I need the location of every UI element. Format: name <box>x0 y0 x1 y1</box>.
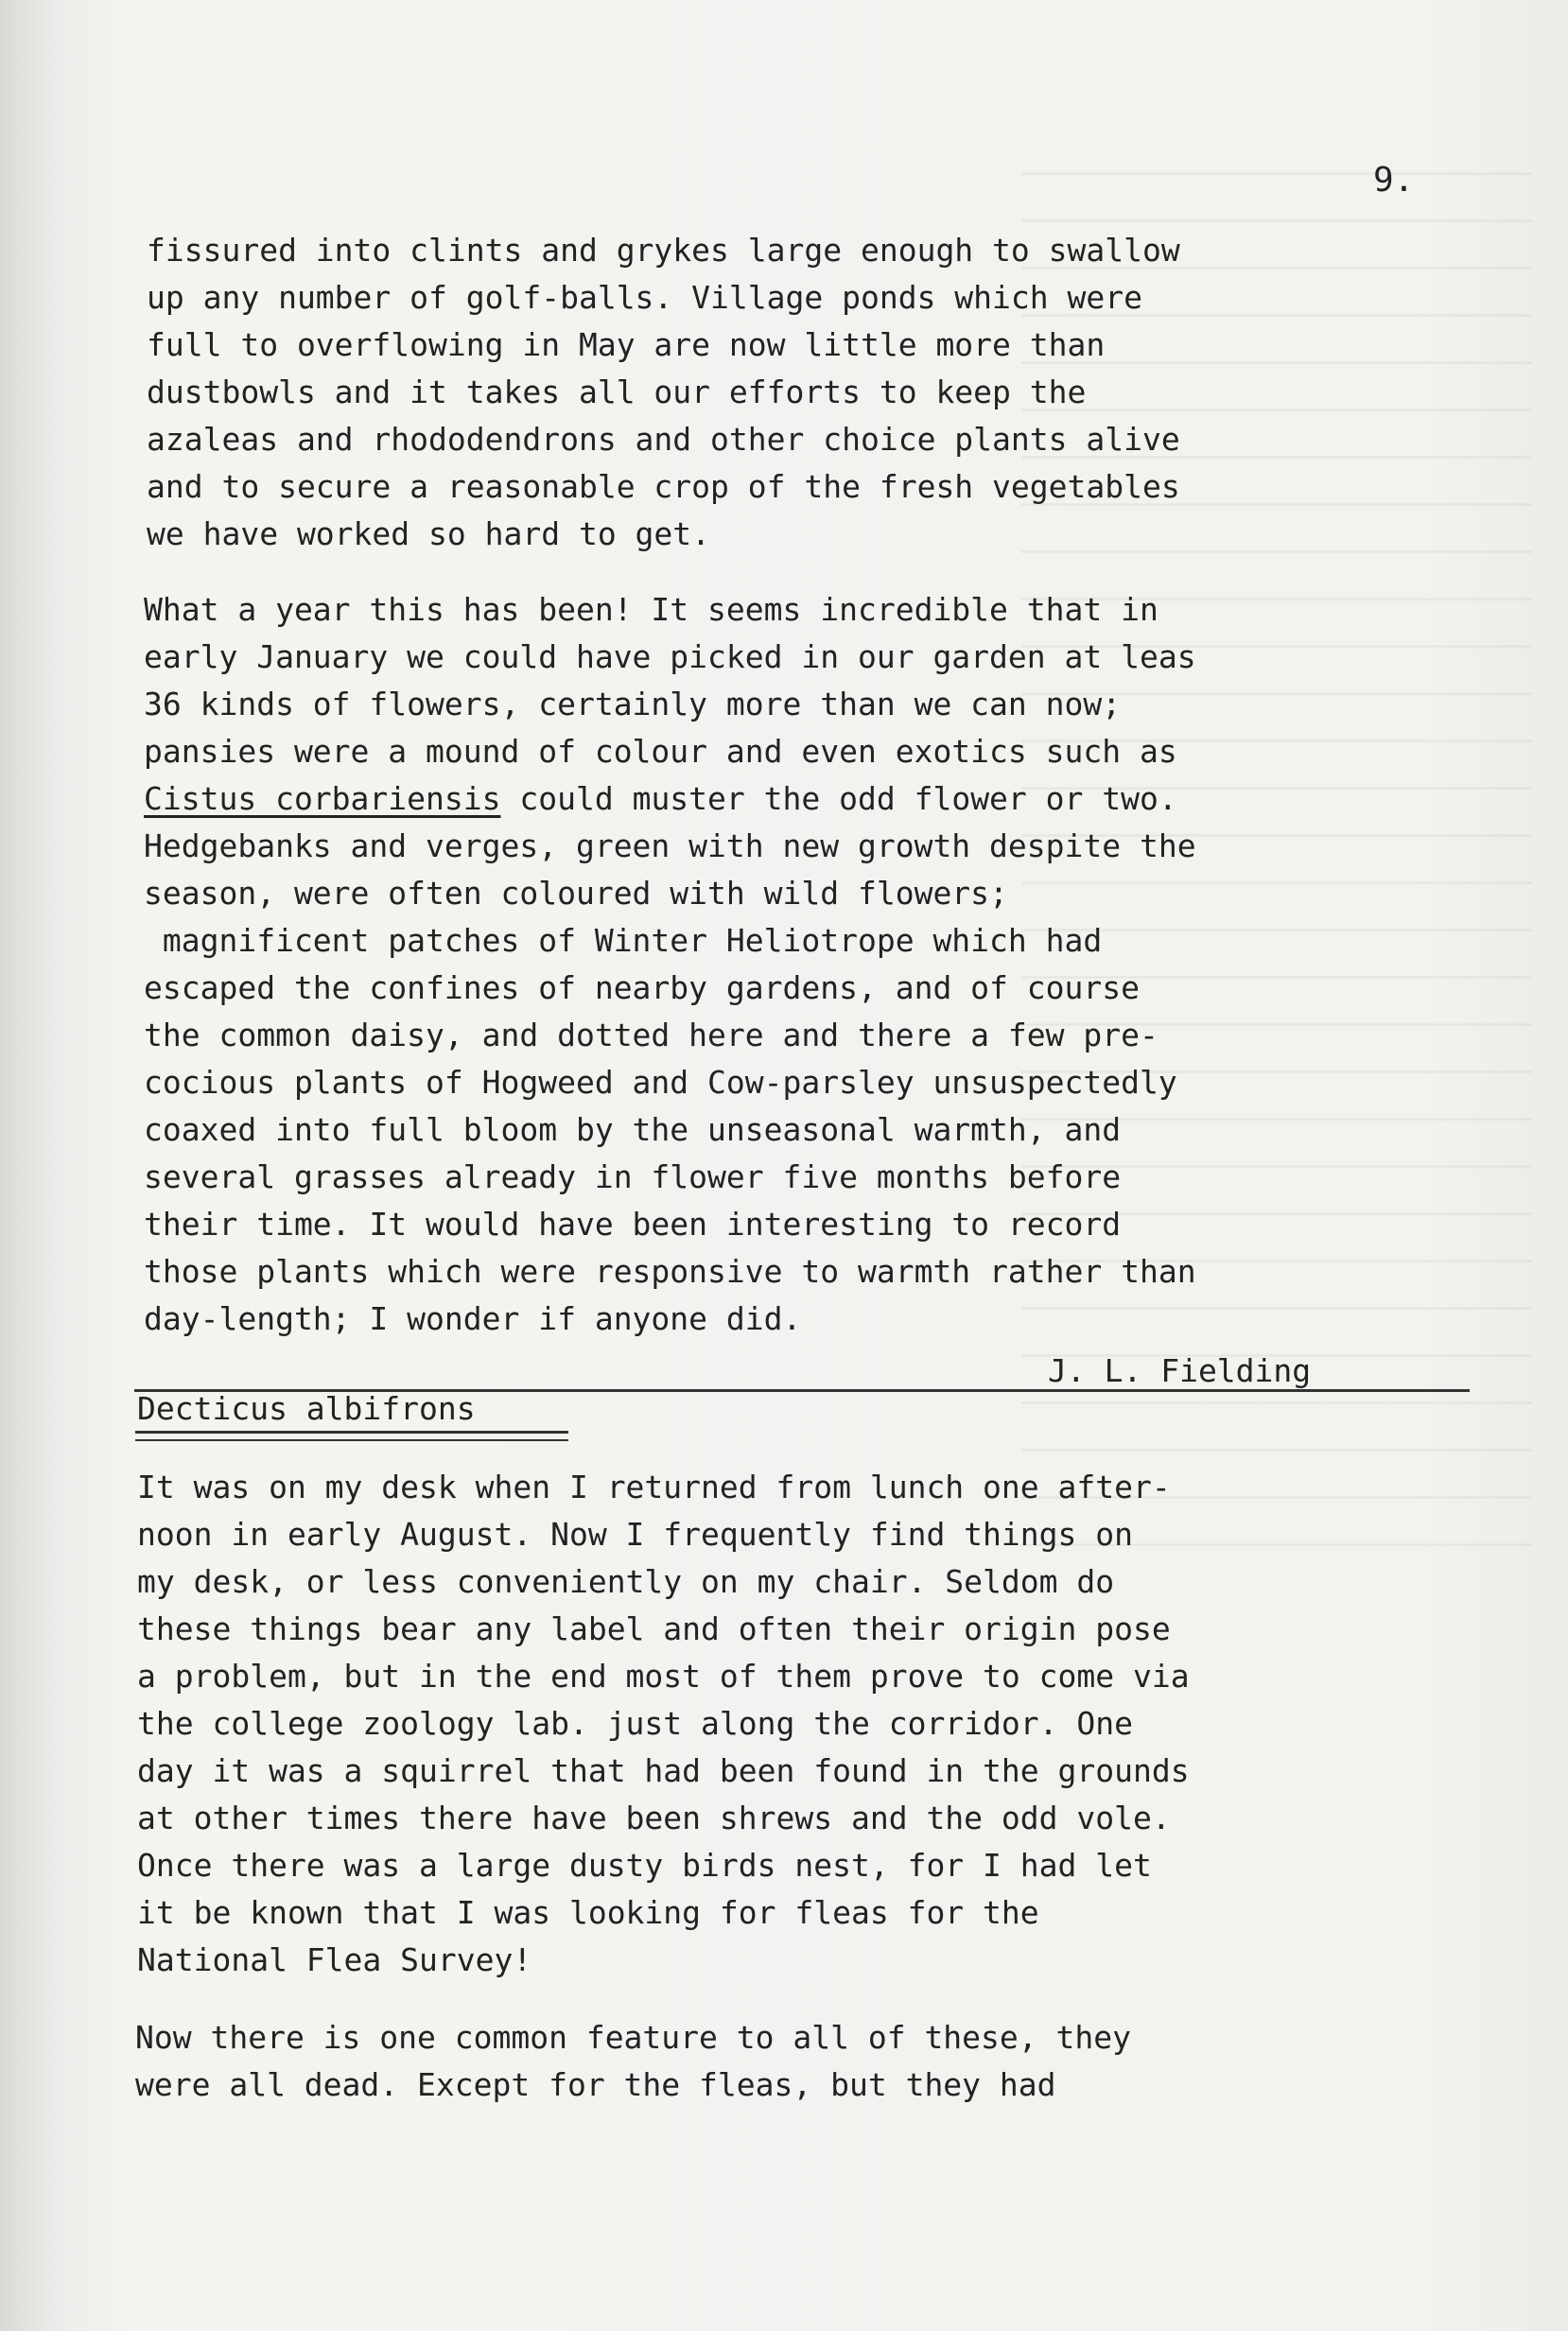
paragraph-line: Now there is one common feature to all of these, they <box>135 2019 1131 2056</box>
paragraph-line: It was on my desk when I returned from lunch one after- <box>137 1469 1171 1505</box>
paragraph-line: Once there was a large dusty birds nest, for I had let <box>137 1847 1152 1884</box>
paragraph-line <box>144 775 1177 823</box>
paragraph-line: were all dead. Except for the fleas, but they had <box>135 2066 1056 2103</box>
paragraph-line: What a year this has been! It seems incredible that in <box>144 591 1159 628</box>
author-name: J. L. Fielding <box>1048 1352 1312 1389</box>
paragraph-line: my desk, or less conveniently on my chair. Seldom do <box>137 1563 1115 1600</box>
paragraph-line: we have worked so hard to get. <box>147 515 711 552</box>
paragraph-line: and to secure a reasonable crop of the fresh vegetables <box>147 468 1180 505</box>
paragraph-line: up any number of golf-balls. Village ponds which were <box>147 279 1142 316</box>
paragraph-line: those plants which were responsive to warmth rather than <box>144 1253 1196 1290</box>
line-continuation: could muster the odd flower or two. <box>500 780 1177 817</box>
section-title: Decticus albifrons <box>137 1390 476 1427</box>
paragraph-line: fissured into clints and grykes large enough to swallow <box>147 232 1180 269</box>
title-double-underline <box>135 1439 568 1441</box>
paragraph-line: noon in early August. Now I frequently find things on <box>137 1516 1133 1553</box>
paragraph-line: escaped the confines of nearby gardens, and of course <box>144 969 1140 1006</box>
paragraph-line: a problem, but in the end most of them prove to come via <box>137 1658 1190 1695</box>
paragraph-line: cocious plants of Hogweed and Cow-parsley unsuspectedly <box>144 1064 1177 1101</box>
paragraph-line: it be known that I was looking for fleas for the <box>137 1894 1039 1931</box>
species-name: Cistus corbariensis <box>144 780 501 817</box>
paragraph-line: their time. It would have been interesting to record <box>144 1206 1122 1243</box>
paragraph-line: the college zoology lab. just along the corridor. One <box>137 1705 1133 1742</box>
page-number: 9. <box>1373 161 1415 200</box>
paragraph-line: several grasses already in flower five months before <box>144 1158 1122 1195</box>
paragraph-line: season, were often coloured with wild flowers; <box>144 875 1008 912</box>
paragraph-line: azaleas and rhododendrons and other choice plants alive <box>147 421 1180 458</box>
paragraph-line: the common daisy, and dotted here and there a few pre- <box>144 1017 1159 1053</box>
paragraph-line: full to overflowing in May are now little more than <box>147 326 1106 363</box>
paragraph-line: these things bear any label and often their origin pose <box>137 1610 1171 1647</box>
paragraph-line: day it was a squirrel that had been found in the grounds <box>137 1752 1190 1789</box>
paragraph-line: dustbowls and it takes all our efforts to keep the <box>147 374 1087 410</box>
paragraph-line: National Flea Survey! <box>137 1941 532 1978</box>
paragraph-line: at other times there have been shrews and the odd vole. <box>137 1800 1171 1836</box>
paragraph-line: early January we could have picked in our garden at leas <box>144 638 1196 675</box>
paragraph-line: magnificent patches of Winter Heliotrope which had <box>144 922 1103 959</box>
paragraph-line: Hedgebanks and verges, green with new growth despite the <box>144 827 1196 864</box>
paragraph-line: coaxed into full bloom by the unseasonal warmth, and <box>144 1111 1122 1148</box>
paragraph-line: 36 kinds of flowers, certainly more than we can now; <box>144 686 1122 722</box>
paragraph-line: day-length; I wonder if anyone did. <box>144 1300 802 1337</box>
paragraph-line: pansies were a mound of colour and even exotics such as <box>144 733 1177 770</box>
title-underline <box>135 1431 568 1434</box>
